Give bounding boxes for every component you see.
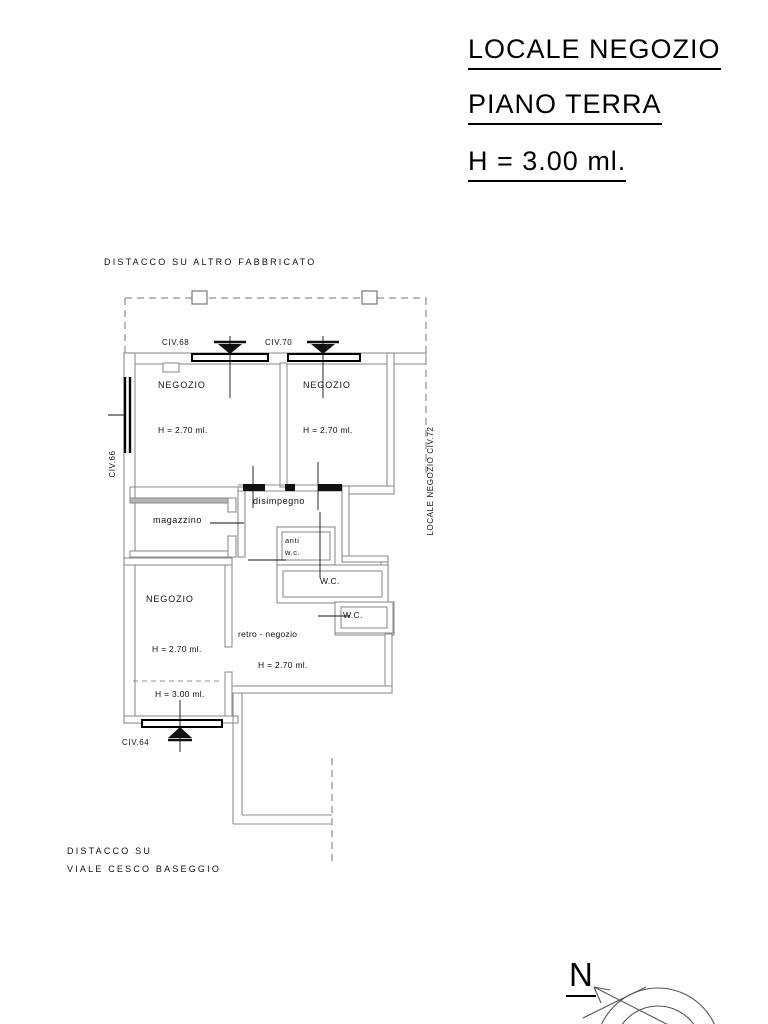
civic-number-civ66: CIV.66 [108,450,117,478]
room-label-disimpegno: disimpegno [253,496,306,506]
north-label: N [566,956,596,997]
room-height-negozio-top-right: H = 2.70 ml. [303,425,353,435]
room-height-negozio-top-left: H = 2.70 ml. [158,425,208,435]
room-label-wc-second: W.C. [343,610,363,620]
room-label-negozio-top-right: NEGOZIO [303,380,351,390]
room-label-negozio-bottom: NEGOZIO [146,594,194,604]
drawing-height-note: H = 3.00 ml. [468,146,626,182]
drawing-subtitle: PIANO TERRA [468,89,662,125]
room-height-negozio-bottom: H = 2.70 ml. [152,644,202,654]
civic-number-civ70: CIV.70 [265,338,293,347]
north-compass-icon [583,987,720,1024]
civic-number-civ64: CIV.64 [122,738,150,747]
boundary-label-bottom-line1: DISTACCO SU [67,846,153,856]
room-label-retro-negozio: retro - negozio [238,629,298,639]
walls-layer [124,353,426,824]
boundary-label-bottom-line2: VIALE CESCO BASEGGIO [67,864,222,874]
door-jamb-bars [243,484,342,491]
room-label-magazzino: magazzino [153,515,202,525]
room-height-retro-negozio: H = 2.70 ml. [258,660,308,670]
room-label-negozio-top-left: NEGOZIO [158,380,206,390]
drawing-title: LOCALE NEGOZIO [468,34,721,70]
adjacent-unit-label: LOCALE NEGOZIO CIV.72 [426,426,435,536]
room-label-anti-wc-line2: w.c. [285,548,301,557]
room-label-wc-main: W.C. [320,576,340,586]
room-height-partial-negozio-bottom: H = 3.00 ml. [155,689,205,699]
civic-number-civ68: CIV.68 [162,338,190,347]
room-label-anti-wc-line1: anti [285,536,300,545]
boundary-label-top: DISTACCO SU ALTRO FABBRICATO [104,257,317,267]
